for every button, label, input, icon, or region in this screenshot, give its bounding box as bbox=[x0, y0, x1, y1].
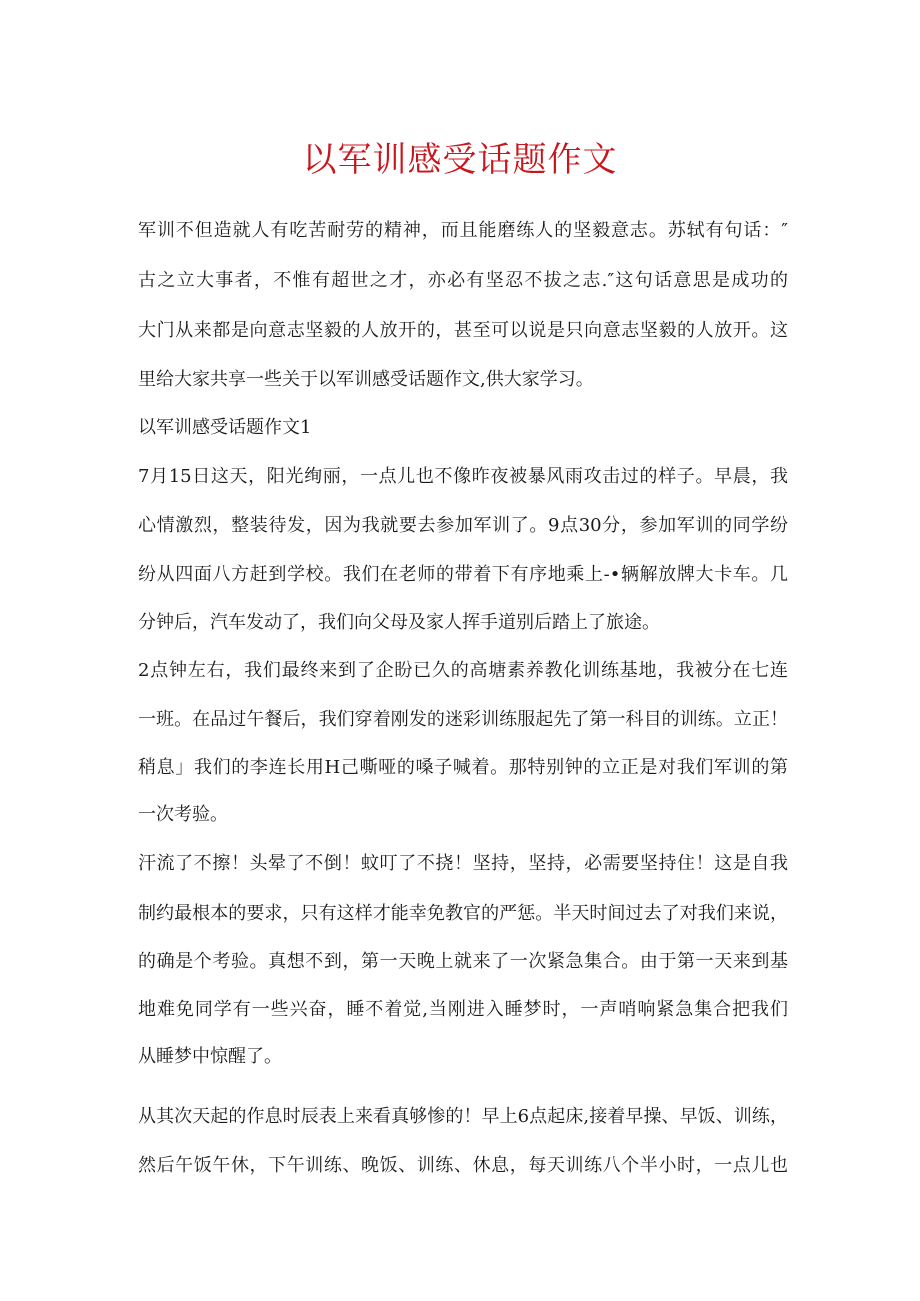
paragraph-line: 地难免同学有一些兴奋，睡不着觉,当刚进入睡梦时，一声哨响紧急集合把我们 bbox=[138, 999, 788, 1020]
paragraph-line: 制约最根本的要求，只有这样才能幸免教官的严惩。半天时间过去了对我们来说， bbox=[138, 903, 788, 924]
paragraph-line: 从其次天起的作息时辰表上来看真够惨的！早上6点起床,接着早操、早饭、训练， bbox=[138, 1106, 788, 1127]
paragraph-line: 分钟后，汽车发动了，我们向父母及家人挥手道别后踏上了旅途。 bbox=[138, 612, 660, 633]
paragraph-line: 里给大家共享一些关于以军训感受话题作文,供大家学习。 bbox=[138, 369, 594, 390]
paragraph-line: 然后午饭午休，下午训练、晚饭、训练、休息，每天训练八个半小时，一点儿也 bbox=[138, 1155, 788, 1176]
paragraph-line: 汗流了不擦！头晕了不倒！蚊叮了不挠！坚持，坚持，必需要坚持住！这是自我 bbox=[138, 853, 788, 874]
section-heading: 以军训感受话题作文1 bbox=[138, 417, 312, 438]
paragraph-line: 稍息」我们的李连长用H己嘶哑的嗓子喊着。那特别钟的立正是对我们军训的第 bbox=[138, 757, 788, 778]
document-title: 以军训感受话题作文 bbox=[302, 140, 618, 180]
paragraph-line: 一班。在品过午餐后，我们穿着刚发的迷彩训练服起先了第一科目的训练。立正！ bbox=[138, 709, 788, 730]
paragraph-line: 古之立大事者，不惟有超世之才，亦必有坚忍不拔之志.″这句话意思是成功的 bbox=[138, 270, 788, 291]
paragraph-line: 纷从四面八方赶到学校。我们在老师的带着下有序地乘上-•辆解放牌大卡车。几 bbox=[138, 564, 788, 585]
paragraph-line: 军训不但造就人有吃苦耐劳的精神，而且能磨练人的坚毅意志。苏轼有句话：″ bbox=[138, 220, 788, 241]
paragraph-line: 大门从来都是向意志坚毅的人放开的，甚至可以说是只向意志坚毅的人放开。这 bbox=[138, 320, 788, 341]
paragraph-line: 从睡梦中惊醒了。 bbox=[138, 1046, 282, 1067]
paragraph-line: 7月15日这天，阳光绚丽，一点儿也不像昨夜被暴风雨攻击过的样子。早晨，我 bbox=[138, 466, 788, 487]
paragraph-line: 心情激烈，整装待发，因为我就要去参加军训了。9点30分，参加军训的同学纷 bbox=[138, 515, 788, 536]
paragraph-line: 2点钟左右，我们最终来到了企盼已久的高塘素养教化训练基地，我被分在七连 bbox=[138, 660, 788, 681]
paragraph-line: 的确是个考验。真想不到，第一天晚上就来了一次紧急集合。由于第一天来到基 bbox=[138, 951, 788, 972]
paragraph-line: 一次考验。 bbox=[138, 804, 228, 825]
